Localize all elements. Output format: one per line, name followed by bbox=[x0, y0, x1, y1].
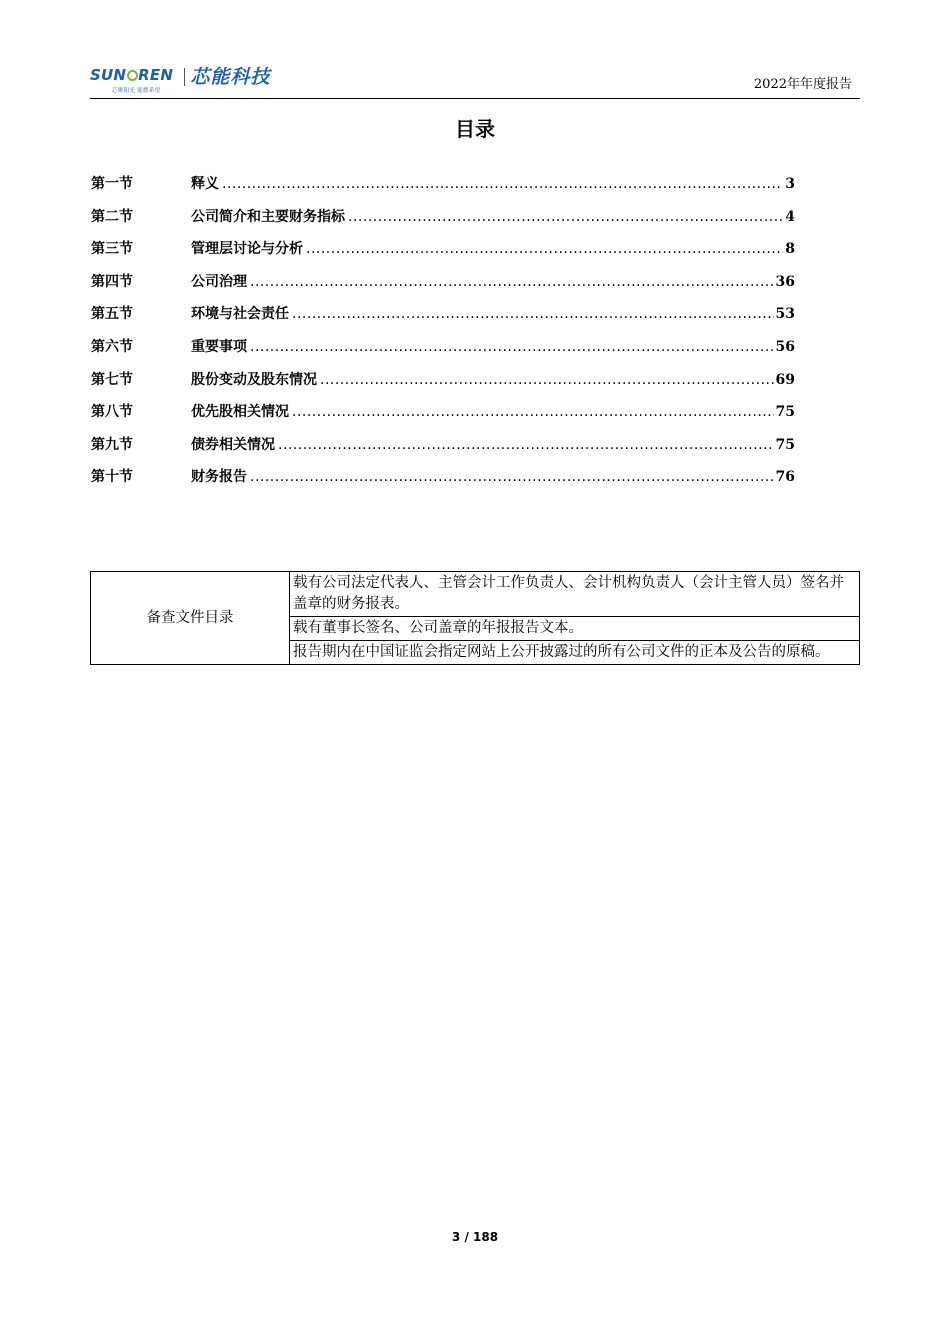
toc-leader-dots bbox=[320, 366, 774, 394]
toc-page-number: 69 bbox=[775, 371, 795, 388]
toc-leader-dots bbox=[348, 203, 783, 231]
toc-page-number: 75 bbox=[775, 436, 795, 453]
toc-leader-dots bbox=[222, 170, 783, 198]
logo-divider bbox=[184, 68, 185, 86]
page-header bbox=[90, 62, 860, 99]
toc-section-number: 第八节 bbox=[91, 404, 133, 421]
logo-circle-icon bbox=[127, 70, 138, 81]
toc-section-title: 环境与社会责任 bbox=[191, 306, 289, 323]
toc-page-number: 8 bbox=[785, 241, 795, 258]
toc-page-number: 4 bbox=[785, 208, 795, 225]
logo-mark bbox=[90, 66, 182, 96]
logo-tagline: 芯聚阳光 能燃希望 bbox=[112, 88, 161, 94]
company-logo bbox=[90, 66, 270, 96]
toc-leader-dots bbox=[250, 268, 774, 296]
toc-section-number: 第六节 bbox=[91, 338, 133, 355]
logo-chinese-name: 芯能科技 bbox=[190, 66, 271, 88]
toc-entry[interactable] bbox=[91, 431, 795, 464]
toc-leader-dots bbox=[292, 300, 774, 328]
toc-entry[interactable] bbox=[91, 203, 795, 236]
toc-section-title: 释义 bbox=[191, 176, 219, 192]
toc-section-number: 第五节 bbox=[91, 306, 133, 323]
toc-leader-dots bbox=[278, 431, 774, 459]
toc-entry[interactable] bbox=[91, 300, 795, 333]
logo-word-suffix: REN bbox=[138, 66, 174, 84]
toc-section-title: 重要事项 bbox=[191, 338, 247, 355]
toc-entry[interactable] bbox=[91, 235, 795, 268]
reference-label: 备查文件目录 bbox=[91, 572, 290, 665]
table-of-contents bbox=[91, 170, 795, 496]
toc-section-title: 管理层讨论与分析 bbox=[191, 241, 303, 258]
reference-item: 载有公司法定代表人、主管会计工作负责人、会计机构负责人（会计主管人员）签名并盖章的财务报表。 bbox=[290, 572, 860, 617]
toc-section-number: 第二节 bbox=[91, 208, 133, 225]
reference-item: 报告期内在中国证监会指定网站上公开披露过的所有公司文件的正本及公告的原稿。 bbox=[290, 641, 860, 665]
toc-section-number: 第十节 bbox=[91, 469, 133, 486]
toc-page-number: 56 bbox=[775, 338, 795, 355]
toc-page-number: 36 bbox=[775, 273, 795, 290]
toc-page-number: 76 bbox=[775, 469, 795, 486]
toc-section-number: 第七节 bbox=[91, 371, 133, 388]
toc-page-number: 53 bbox=[775, 306, 795, 323]
reference-item: 载有董事长签名、公司盖章的年报报告文本。 bbox=[290, 617, 860, 641]
page-number: 3 / 188 bbox=[451, 1230, 499, 1244]
toc-leader-dots bbox=[250, 463, 774, 491]
toc-section-title: 财务报告 bbox=[191, 469, 247, 486]
toc-entry[interactable] bbox=[91, 463, 795, 496]
toc-entry[interactable] bbox=[91, 268, 795, 301]
report-title: 2022年年度报告 bbox=[753, 77, 852, 92]
toc-page-number: 3 bbox=[785, 176, 795, 192]
logo-word-prefix: SUN bbox=[90, 66, 127, 84]
reference-documents-table bbox=[90, 571, 860, 665]
toc-entry[interactable] bbox=[91, 333, 795, 366]
toc-section-number: 第九节 bbox=[91, 436, 133, 453]
page-title: 目录 bbox=[455, 117, 495, 141]
toc-leader-dots bbox=[306, 235, 783, 263]
toc-section-title: 优先股相关情况 bbox=[191, 404, 289, 421]
toc-entry[interactable] bbox=[91, 170, 795, 203]
toc-page-number: 75 bbox=[775, 404, 795, 421]
table-row bbox=[91, 572, 860, 617]
toc-entry[interactable] bbox=[91, 398, 795, 431]
toc-section-title: 公司治理 bbox=[191, 273, 247, 290]
toc-section-title: 股份变动及股东情况 bbox=[191, 371, 317, 388]
toc-entry[interactable] bbox=[91, 366, 795, 399]
toc-section-title: 公司简介和主要财务指标 bbox=[191, 208, 345, 225]
toc-leader-dots bbox=[250, 333, 774, 361]
toc-section-number: 第三节 bbox=[91, 241, 133, 258]
toc-section-number: 第四节 bbox=[91, 273, 133, 290]
toc-section-title: 债券相关情况 bbox=[191, 436, 275, 453]
logo-wordmark bbox=[90, 66, 173, 84]
toc-leader-dots bbox=[292, 398, 774, 426]
toc-section-number: 第一节 bbox=[91, 176, 133, 192]
